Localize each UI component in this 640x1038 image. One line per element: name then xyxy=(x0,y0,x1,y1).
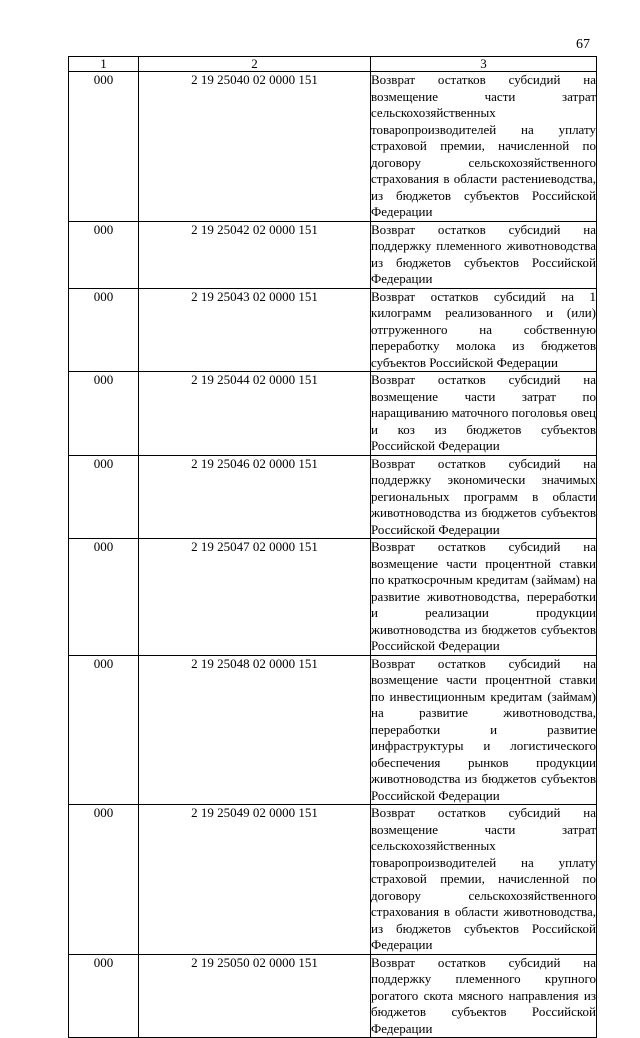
header-col-3: 3 xyxy=(371,57,597,72)
description-cell: Возврат остатков субсидий на 1 килограмм реализованного и (или) отгруженного на собственную переработку молока из бюджетов субъектов Российской Федерации xyxy=(371,288,596,370)
table-row xyxy=(69,288,597,372)
description-cell: Возврат остатков субсидий на возмещение части процентной ставки по инвестиционным кредитам (займам) на развитие животноводства, переработки и развитие инфраструктуры и логистического обеспечения рынков продукции животноводства из бюджетов субъектов Российской Федерации xyxy=(371,655,596,803)
table-row xyxy=(69,72,597,222)
admin-code-cell: 000 xyxy=(69,655,139,805)
kbk-code-cell: 2 19 25044 02 0000 151 xyxy=(139,372,371,456)
admin-code-cell: 000 xyxy=(69,72,139,222)
table-row xyxy=(69,655,597,805)
kbk-code-cell: 2 19 25050 02 0000 151 xyxy=(139,954,371,1038)
admin-code-cell: 000 xyxy=(69,954,139,1038)
description-cell: Возврат остатков субсидий на поддержку племенного животноводства из бюджетов субъектов Российской Федерации xyxy=(371,221,596,286)
admin-code-cell: 000 xyxy=(69,372,139,456)
admin-code-cell: 000 xyxy=(69,288,139,372)
kbk-code-cell: 2 19 25043 02 0000 151 xyxy=(139,288,371,372)
table-body xyxy=(69,72,597,1038)
description-cell: Возврат остатков субсидий на возмещение части затрат сельскохозяйственных товаропроизводителей на уплату страховой премии, начисленной по договору сельскохозяйственного страхования в области растениеводства, из бюджетов субъектов Российской Федерации xyxy=(371,72,596,219)
kbk-code-cell: 2 19 25042 02 0000 151 xyxy=(139,221,371,288)
description-cell: Возврат остатков субсидий на поддержку экономически значимых региональных программ в области животноводства из бюджетов субъектов Российской Федерации xyxy=(371,455,596,537)
description-cell: Возврат остатков субсидий на возмещение части процентной ставки по краткосрочным кредитам (займам) на развитие животноводства, переработки и реализации продукции животноводства из бюджетов субъектов Российской Федерации xyxy=(371,539,596,653)
admin-code-cell: 000 xyxy=(69,221,139,288)
table-row xyxy=(69,805,597,955)
kbk-code-cell: 2 19 25046 02 0000 151 xyxy=(139,455,371,539)
kbk-code-cell: 2 19 25040 02 0000 151 xyxy=(139,72,371,222)
header-col-2: 2 xyxy=(139,57,371,72)
admin-code-cell: 000 xyxy=(69,455,139,539)
description-cell: Возврат остатков субсидий на поддержку племенного крупного рогатого скота мясного направления из бюджетов субъектов Российской Федерации xyxy=(371,954,596,1036)
header-row xyxy=(69,57,597,72)
admin-code-cell: 000 xyxy=(69,539,139,656)
page-number: 67 xyxy=(576,37,590,52)
table-row xyxy=(69,455,597,539)
admin-code-cell: 000 xyxy=(69,805,139,955)
description-cell: Возврат остатков субсидий на возмещение части затрат сельскохозяйственных товаропроизводителей на уплату страховой премии, начисленной по договору сельскохозяйственного страхования в области животноводства, из бюджетов субъектов Российской Федерации xyxy=(371,805,596,952)
table-header xyxy=(69,57,597,72)
kbk-code-cell: 2 19 25047 02 0000 151 xyxy=(139,539,371,656)
description-cell: Возврат остатков субсидий на возмещение части затрат по наращиванию маточного поголовья овец и коз из бюджетов субъектов Российской Федерации xyxy=(371,372,596,453)
kbk-code-cell: 2 19 25049 02 0000 151 xyxy=(139,805,371,955)
budget-codes-table xyxy=(68,56,597,1038)
table-row xyxy=(69,372,597,456)
table-row xyxy=(69,221,597,288)
table-row xyxy=(69,539,597,656)
table-row xyxy=(69,954,597,1038)
header-col-1: 1 xyxy=(69,57,139,72)
kbk-code-cell: 2 19 25048 02 0000 151 xyxy=(139,655,371,805)
